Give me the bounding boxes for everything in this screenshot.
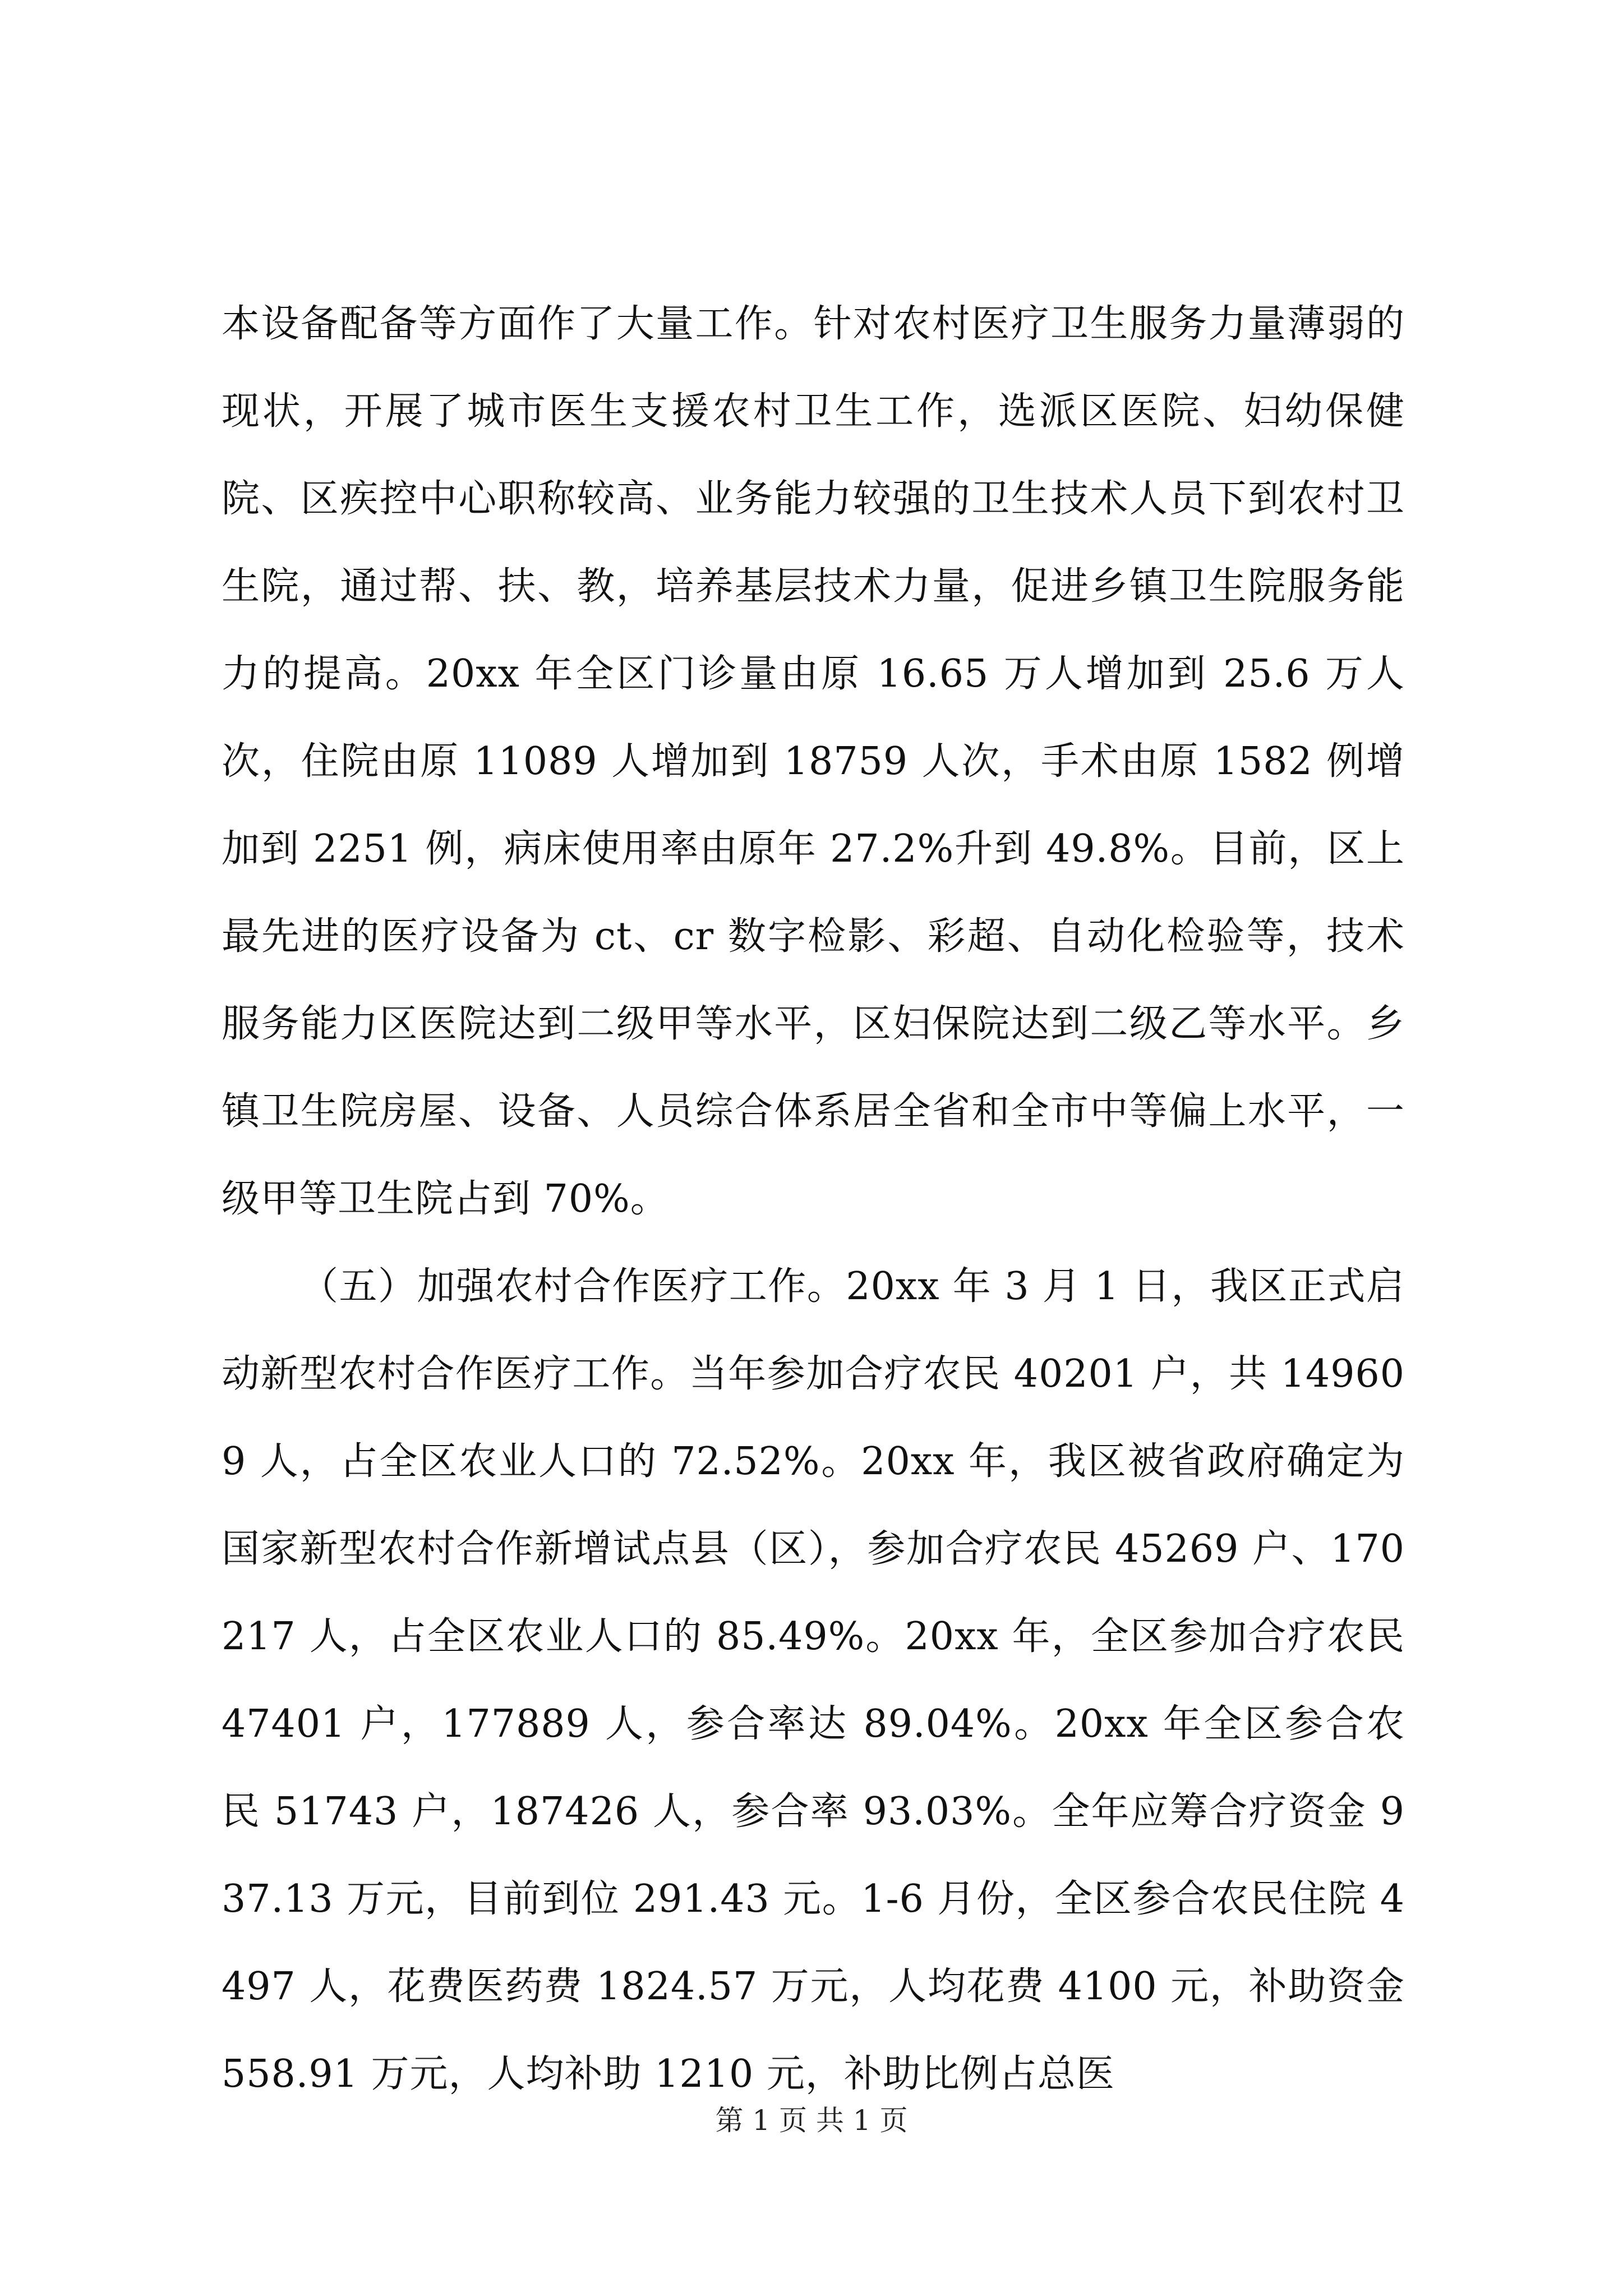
page-footer: 第 1 页 共 1 页 [715, 2104, 908, 2137]
paragraph-1: 本设备配备等方面作了大量工作。针对农村医疗卫生服务力量薄弱的现状，开展了城市医生支援农村卫生工作，选派区医院、妇幼保健院、区疾控中心职称较高、业务能力较强的卫生技术人员下到农村卫生院，通过帮、扶、教，培养基层技术力量，促进乡镇卫生院服务能力的提高。20xx 年全区门诊量由原 16.65 万人增加到 25.6 万人次，住院由原 11089 人增加到 18759 人次，手术由原 1582 例增加到 2251 例，病床使用率由原年 27.2%升到 49.8%。目前，区上最先进的医疗设备为 ct、cr 数字检影、彩超、自动化检验等，技术服务能力区医院达到二级甲等水平，区妇保院达到二级乙等水平。乡镇卫生院房屋、设备、人员综合体系居全省和全市中等偏上水平，一级甲等卫生院占到 70%。 [222, 302, 1405, 1221]
document-body [222, 280, 1405, 2118]
paragraph-2: （五）加强农村合作医疗工作。20xx 年 3 月 1 日，我区正式启动新型农村合作医疗工作。当年参加合疗农民 40201 户，共 149609 人，占全区农业人口的 72.52%。20xx 年，我区被省政府确定为国家新型农村合作新增试点县（区），参加合疗农民 45269 户、170217 人，占全区农业人口的 85.49%。20xx 年，全区参加合疗农民 47401 户，177889 人，参合率达 89.04%。20xx 年全区参合农民 51743 户，187426 人，参合率 93.03%。全年应筹合疗资金 937.13 万元，目前到位 291.43 元。1-6 月份，全区参合农民住院 4497 人，花费医药费 1824.57 万元，人均花费 4100 元，补助资金 558.91 万元，人均补助 1210 元，补助比例占总医 [222, 1264, 1405, 2096]
